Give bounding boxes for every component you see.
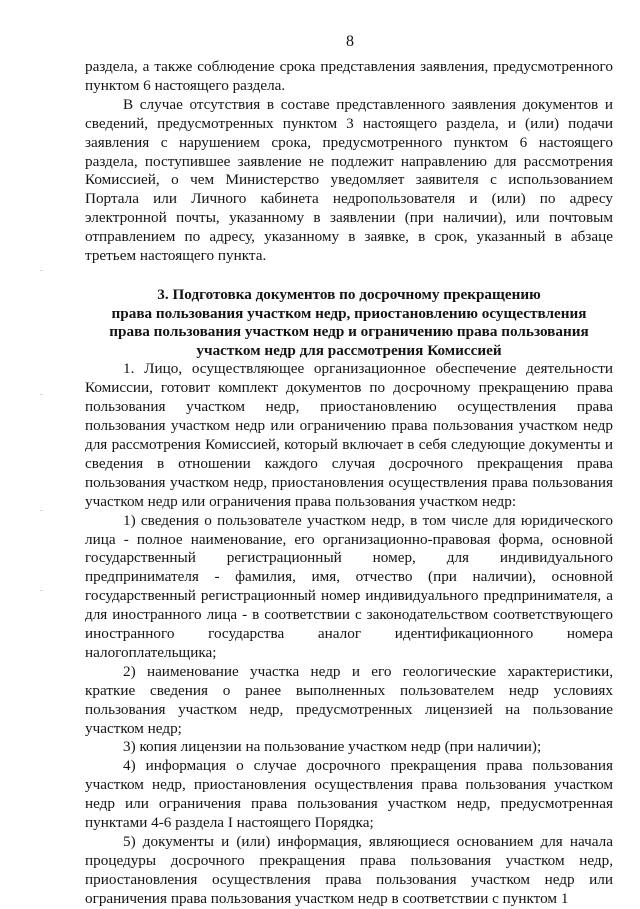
list-item: 1) сведения о пользователе участком недр, в том числе для юридического лица - полное наименование, его организационно-правовая форма, основной государственный регистрационный номер, для индивидуального предпринимателя - фамилия, имя, отчество (при наличии), основной государственный регистрационный номер индивидуального предпринимателя, а для иностранного лица - в соответствии с законодательством соответствующего иностранного государства аналог идентификационного номера налогоплательщика; [85,511,613,661]
margin-mark [40,394,43,395]
margin-mark [40,510,43,511]
list-item: 5) документы и (или) информация, являющиеся основанием для начала процедуры досрочного прекращения права пользования участком недр, приостановления осуществления права пользования участком недр или ограничения права пользования участком недр в соответствии с пунктом 1 [85,833,613,907]
paragraph-item-1: 1. Лицо, осуществляющее организационное обеспечение деятельности Комиссии, готовит комплект документов по досрочному прекращению права пользования участком недр, приостановлению осуществления права пользования участком недр или ограничению права пользования участком недр для рассмотрения Комиссией, который включает в себя следующие документы и сведения в отношении каждого случая досрочного прекращения права пользования участком недр, приостановления осуществления права пользования участком недр или ограничения права пользования участком недр: [85,360,613,510]
section-heading-line: права пользования участком недр, приостановлению осуществления [111,304,587,322]
section-heading-line: участком недр для рассмотрения Комиссией [196,341,502,359]
section-heading-line: 3. Подготовка документов по досрочному прекращению [157,285,541,303]
paragraph-rejection-notice: В случае отсутствия в составе представленного заявления документов и сведений, предусмотренных пунктом 3 настоящего раздела, и (или) подачи заявления с нарушением срока, предусмотренного пунктом 6 настоящего раздела, поступившее заявление не подлежит направлению для рассмотрения Комиссией, о чем Министерство уведомляет заявителя с использованием Портала или Личного кабинета недропользователя и (или) по адресу электронной почты, указанному в заявлении (при наличии), или почтовым отправлением по адресу, указанному в заявке, в срок, указанный в абзаце третьем настоящего пункта. [85,95,613,265]
paragraph-continuation: раздела, а также соблюдение срока представления заявления, предусмотренного пунктом 6 настоящего раздела. [85,58,613,94]
section-heading [85,286,613,360]
list-item: 3) копия лицензии на пользование участком недр (при наличии); [123,738,542,756]
page-number: 8 [346,33,354,50]
list-item: 2) наименование участка недр и его геологические характеристики, краткие сведения о ранее выполненных пользователем недр условиях пользования участком недр, предусмотренных лицензией на пользование участком недр; [85,662,613,737]
section-heading-line: права пользования участком недр и ограничению права пользования [109,323,589,341]
list-item: 4) информация о случае досрочного прекращения права пользования участком недр, приостановления осуществления права пользования участком недр или ограничения права пользования участком недр, предусмотренная пунктами 4-6 раздела I настоящего Порядка; [85,757,613,832]
document-body [85,58,613,909]
margin-mark [40,590,43,591]
margin-mark [40,270,43,271]
